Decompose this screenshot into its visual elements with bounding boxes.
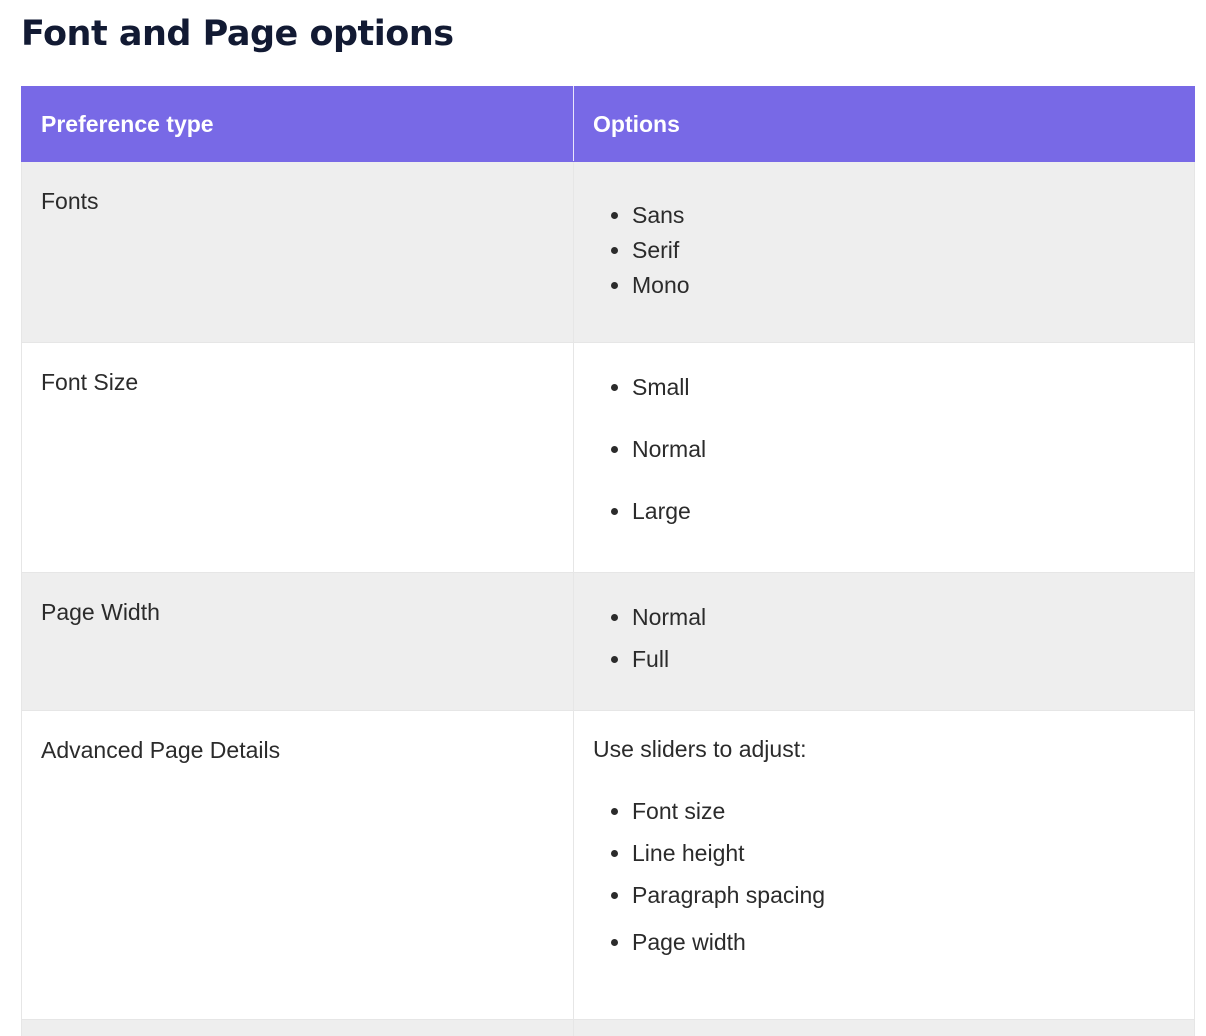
option-item: • Normal [632,435,1194,463]
preference-type-cell [22,1020,574,1036]
options-cell [574,343,1195,573]
column-header-preference-type: Preference type [22,87,574,162]
option-item: • Full [632,645,1194,673]
option-item: • Small [632,373,1194,401]
table-row-partial [22,1020,1195,1036]
option-item: • Font size [632,797,1194,825]
preference-type-cell [22,343,574,573]
preference-type-label: Advanced Page Details [41,737,281,763]
column-header-options: Options [574,87,1195,162]
option-item: • Normal [632,603,1194,631]
option-item: • Serif [632,229,1194,271]
preferences-table [21,86,1195,1036]
preference-type-label: Page Width [41,599,160,625]
option-item: • Page width [632,928,1194,956]
preference-type-cell [22,162,574,343]
options-list [593,162,1194,306]
table-header-row [22,87,1195,162]
table-row [22,711,1195,1020]
option-item: • Line height [632,839,1194,867]
table-row [22,162,1195,343]
options-list [593,343,1194,525]
preference-type-cell [22,573,574,711]
options-cell [574,711,1195,1020]
options-list [593,763,1194,956]
table-row [22,573,1195,711]
options-list [593,573,1194,673]
option-item: • Large [632,497,1194,525]
option-item: • Mono [632,264,1194,306]
preference-type-label: Fonts [41,188,99,214]
options-cell [574,573,1195,711]
options-cell [574,1020,1195,1036]
options-cell [574,162,1195,343]
page-title: Font and Page options [21,14,454,54]
preference-type-label: Font Size [41,369,139,395]
options-intro-text: Use sliders to adjust: [593,736,807,762]
option-item: • Sans [632,194,1194,236]
table-row [22,343,1195,573]
preference-type-cell [22,711,574,1020]
option-item: • Paragraph spacing [632,881,1194,909]
